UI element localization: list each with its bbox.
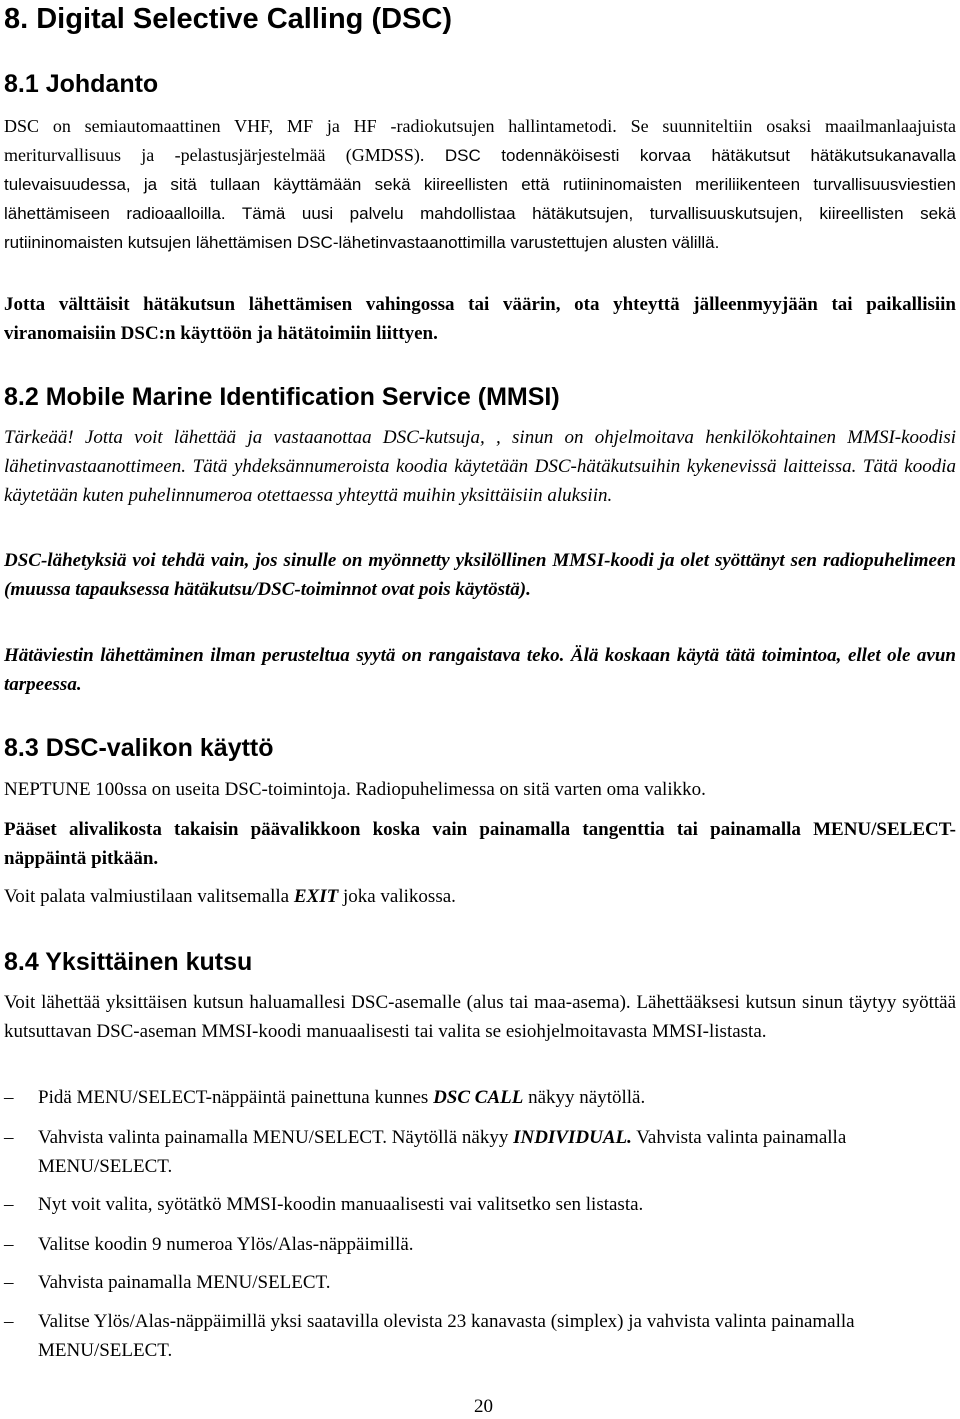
step-text: Nyt voit valita, syötätkö MMSI-koodin manuaalisesti vai valitsetko sen listasta. [38,1194,644,1215]
intro-sentence: DSC on semiautomaattinen VHF, MF ja HF -radiokutsujen hallintametodi. Se suunniteltiin osaksi maailmanlaajuista meriturvallisuus ja -pelastusjärjestelmää (GMDSS). [4,116,956,165]
section-8-2-heading: 8.2 Mobile Marine Identification Service (MMSI) [4,383,560,411]
step-text: Valitse koodin 9 numeroa Ylös/Alas-näppäimillä. [38,1234,414,1255]
section-8-1-paragraph-2: Jotta välttäisit hätäkutsun lähettämisen vahingossa tai väärin, ota yhteyttä jälleenmyyjään tai paikallisiin viranomaisiin DSC:n käyttöön ja hätätoimiin liittyen. [4,294,956,344]
step-dash: – [4,1194,14,1215]
section-8-3-paragraph-2: Pääset alivalikosta takaisin päävalikkoon koska vain painamalla tangenttia tai painamalla MENU/SELECT-näppäintä pitkään. [4,819,956,869]
section-8-2-paragraph-3: Hätäviestin lähettäminen ilman perusteltua syytä on rangaistava teko. Älä koskaan käytä tätä toimintoa, ellet ole avun tarpeessa. [4,645,956,695]
step-item [4,1083,956,1118]
section-8-4-heading: 8.4 Yksittäinen kutsu [4,948,253,976]
chapter-heading: 8. Digital Selective Calling (DSC) [4,3,452,35]
step-item [4,1123,956,1183]
step-item [4,1268,956,1303]
section-8-3-paragraph-1: NEPTUNE 100ssa on useita DSC-toimintoja. Radiopuhelimessa on sitä varten oma valikko. [4,779,706,800]
step-text: Vahvista painamalla MENU/SELECT. [38,1272,331,1293]
page-number: 20 [474,1396,493,1417]
section-8-3-heading: 8.3 DSC-valikon käyttö [4,734,274,762]
step-dash: – [4,1272,14,1293]
section-8-4-paragraph-1: Voit lähettää yksittäisen kutsun haluamallesi DSC-asemalle (alus tai maa-asema). Lähettääksesi kutsun sinun täytyy syöttää kutsuttavan DSC-aseman MMSI-koodi manuaalisesti tai valita se esiohjelmoitavasta MMSI-listasta. [4,992,956,1042]
step-dash: – [4,1234,14,1255]
exit-keyword: EXIT [293,886,339,907]
step-text-part: Vahvista valinta painamalla MENU/SELECT. [38,1127,847,1177]
section-8-1-paragraph-1 [4,112,956,257]
exit-text-after: joka valikossa. [338,886,456,907]
step-keyword: DSC CALL [433,1087,524,1108]
exit-text-before: Voit palata valmiustilaan valitsemalla [4,886,294,907]
step-dash: – [4,1127,14,1148]
step-text: Valitse Ylös/Alas-näppäimillä yksi saatavilla olevista 23 kanavasta (simplex) ja vahvista valinta painamalla MENU/SELECT. [38,1311,855,1361]
step-text [38,1123,956,1181]
step-text [38,1083,956,1112]
step-item [4,1230,956,1265]
step-text-part: Vahvista valinta painamalla MENU/SELECT. Näytöllä näkyy [38,1127,514,1148]
step-text-part: Pidä MENU/SELECT-näppäintä painettuna kunnes [38,1087,434,1108]
dsc-future-sentence: DSC todennäköisesti korvaa hätäkutsut hätäkutsukanavalla tulevaisuudessa, ja sitä tullaan käyttämään sekä kiireellisten että rutiininomaisten meriliikenteen turvallisuusviestien lähettämiseen radioaalloilla. [4,146,956,223]
section-8-2-paragraph-2: DSC-lähetyksiä voi tehdä vain, jos sinulle on myönnetty yksilöllinen MMSI-koodi ja olet syöttänyt sen radiopuhelimeen (muussa tapauksessa hätäkutsu/DSC-toiminnot ovat pois käytöstä). [4,550,956,600]
step-dash: – [4,1311,14,1332]
step-keyword: INDIVIDUAL. [513,1127,632,1148]
new-service-sentence: Tämä uusi palvelu mahdollistaa hätäkutsujen, turvallisuuskutsujen, kiireellisten sekä rutiininomaisten kutsujen lähettämisen DSC-lähetinvastaanottimilla varustettujen alusten välillä. [4,204,956,252]
step-dash: – [4,1087,14,1108]
step-text-part: näkyy näytöllä. [523,1087,646,1108]
section-8-1-heading: 8.1 Johdanto [4,70,159,98]
section-8-2-paragraph-1: Tärkeää! Jotta voit lähettää ja vastaanottaa DSC-kutsuja, , sinun on ohjelmoitava henkilökohtainen MMSI-koodisi lähetinvastaanottimeen. Tätä yhdeksännumeroista koodia käytetään DSC-hätäkutsuihin kykenevissä laitteissa. Tätä koodia käytetään kuten puhelinnumeroa otettaessa yhteyttä muihin yksittäisiin aluksiin. [4,427,956,506]
step-item [4,1307,956,1367]
step-item [4,1190,956,1225]
section-8-3-paragraph-3 [4,882,956,911]
